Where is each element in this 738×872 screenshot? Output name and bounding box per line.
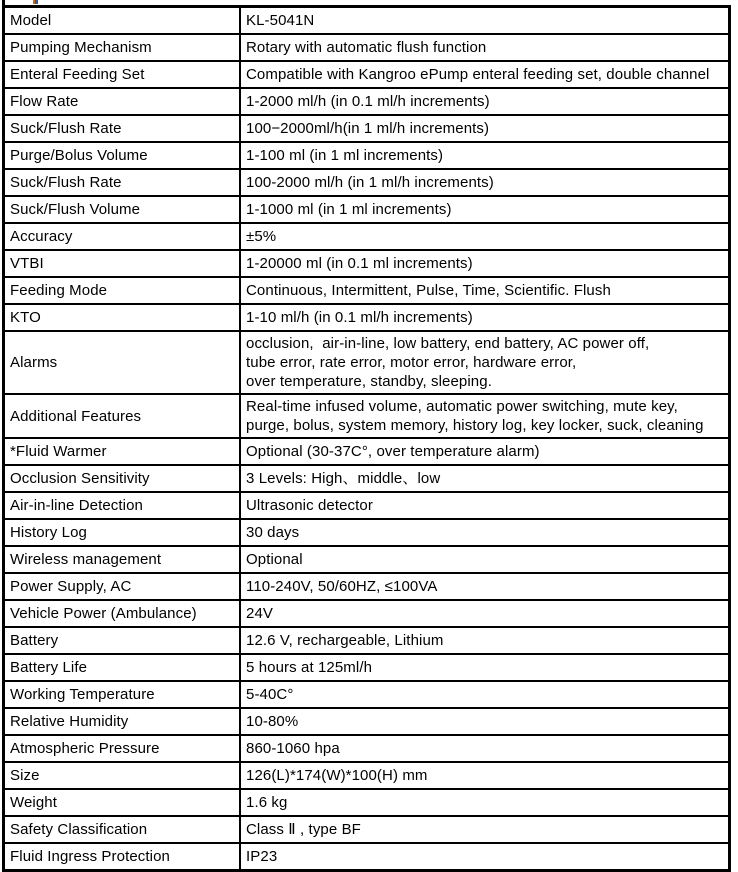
spec-property-cell: Relative Humidity [4, 708, 241, 735]
spec-value-cell: 1.6 kg [240, 789, 730, 816]
spec-value-cell: IP23 [240, 843, 730, 871]
spec-value-cell: Optional (30-37C°, over temperature alarm) [240, 438, 730, 465]
spec-property-cell: Working Temperature [4, 681, 241, 708]
spec-row [4, 843, 730, 871]
spec-value-cell: 110-240V, 50/60HZ, ≤100VA [240, 573, 730, 600]
spec-value-line: occlusion, air-in-line, low battery, end battery, AC power off, [246, 335, 650, 352]
spec-value-cell: 126(L)*174(W)*100(H) mm [240, 762, 730, 789]
spec-property-cell: Flow Rate [4, 88, 241, 115]
spec-value-cell: 860-1060 hpa [240, 735, 730, 762]
spec-row [4, 61, 730, 88]
spec-value-cell: 1-1000 ml (in 1 ml increments) [240, 196, 730, 223]
spec-value-cell: 10-80% [240, 708, 730, 735]
spec-property-cell: Power Supply, AC [4, 573, 241, 600]
spec-property-cell: Battery [4, 627, 241, 654]
spec-row [4, 7, 730, 35]
spec-property-cell: Purge/Bolus Volume [4, 142, 241, 169]
spec-row [4, 762, 730, 789]
spec-value-cell: 100-2000 ml/h (in 1 ml/h increments) [240, 169, 730, 196]
spec-property-cell: Air-in-line Detection [4, 492, 241, 519]
spec-row [4, 681, 730, 708]
spec-property-cell: History Log [4, 519, 241, 546]
spec-property-cell: Safety Classification [4, 816, 241, 843]
spec-value-cell: 12.6 V, rechargeable, Lithium [240, 627, 730, 654]
spec-row [4, 573, 730, 600]
spec-property-cell: Accuracy [4, 223, 241, 250]
spec-property-cell: Suck/Flush Rate [4, 115, 241, 142]
spec-value-cell: Rotary with automatic flush function [240, 34, 730, 61]
spec-property-cell: Vehicle Power (Ambulance) [4, 600, 241, 627]
spec-property-cell: *Fluid Warmer [4, 438, 241, 465]
spec-property-cell: Fluid Ingress Protection [4, 843, 241, 871]
spec-row [4, 600, 730, 627]
spec-row [4, 34, 730, 61]
spec-row [4, 816, 730, 843]
spec-value-cell: Continuous, Intermittent, Pulse, Time, Scientific. Flush [240, 277, 730, 304]
spec-row [4, 277, 730, 304]
spec-property-cell: Atmospheric Pressure [4, 735, 241, 762]
spec-row [4, 88, 730, 115]
spec-row [4, 438, 730, 465]
spec-row [4, 789, 730, 816]
spec-value-cell: Compatible with Kangroo ePump enteral feeding set, double channel [240, 61, 730, 88]
spec-property-cell: VTBI [4, 250, 241, 277]
spec-value-cell: KL-5041N [240, 7, 730, 35]
spec-row [4, 519, 730, 546]
spec-row [4, 115, 730, 142]
spec-value-cell: 3 Levels: High、middle、low [240, 465, 730, 492]
spec-property-cell: Battery Life [4, 654, 241, 681]
spec-property-cell: KTO [4, 304, 241, 331]
spec-value-cell: Class Ⅱ , type BF [240, 816, 730, 843]
spec-row [4, 223, 730, 250]
spec-property-cell: Alarms [4, 331, 241, 394]
spec-property-cell: Model [4, 7, 241, 35]
spec-property-cell: Additional Features [4, 394, 241, 438]
spec-property-cell: Pumping Mechanism [4, 34, 241, 61]
spec-value-cell: 1-10 ml/h (in 0.1 ml/h increments) [240, 304, 730, 331]
spec-row [4, 492, 730, 519]
spec-value-cell: 30 days [240, 519, 730, 546]
heading-remnant-blue [35, 0, 38, 4]
spec-row [4, 654, 730, 681]
spec-value-cell: 1-100 ml (in 1 ml increments) [240, 142, 730, 169]
spec-row [4, 735, 730, 762]
spec-value-cell: 5 hours at 125ml/h [240, 654, 730, 681]
spec-value-line: purge, bolus, system memory, history log, key locker, suck, cleaning [246, 417, 704, 434]
specification-table [2, 5, 731, 872]
spec-row [4, 708, 730, 735]
spec-row [4, 627, 730, 654]
spec-value-cell [240, 394, 730, 438]
spec-value-cell: ±5% [240, 223, 730, 250]
spec-row [4, 142, 730, 169]
spec-value-cell: Optional [240, 546, 730, 573]
spec-value-cell: 1-2000 ml/h (in 0.1 ml/h increments) [240, 88, 730, 115]
spec-value-cell: 100−2000ml/h(in 1 ml/h increments) [240, 115, 730, 142]
spec-row [4, 331, 730, 394]
spec-property-cell: Occlusion Sensitivity [4, 465, 241, 492]
cropped-heading-remnant [33, 0, 38, 4]
spec-value-cell: 1-20000 ml (in 0.1 ml increments) [240, 250, 730, 277]
spec-value-cell: Ultrasonic detector [240, 492, 730, 519]
spec-row [4, 196, 730, 223]
spec-property-cell: Suck/Flush Volume [4, 196, 241, 223]
spec-row [4, 169, 730, 196]
spec-value-line: Real-time infused volume, automatic power switching, mute key, [246, 398, 678, 415]
spec-value-line: tube error, rate error, motor error, hardware error, [246, 354, 577, 371]
spec-property-cell: Wireless management [4, 546, 241, 573]
spec-property-cell: Size [4, 762, 241, 789]
spec-property-cell: Suck/Flush Rate [4, 169, 241, 196]
spec-row [4, 304, 730, 331]
spec-row [4, 394, 730, 438]
spec-property-cell: Enteral Feeding Set [4, 61, 241, 88]
spec-value-line: over temperature, standby, sleeping. [246, 373, 492, 390]
spec-property-cell: Weight [4, 789, 241, 816]
spec-property-cell: Feeding Mode [4, 277, 241, 304]
spec-value-cell [240, 331, 730, 394]
spec-table-body [4, 7, 730, 871]
spec-row [4, 465, 730, 492]
spec-row [4, 546, 730, 573]
spec-value-cell: 24V [240, 600, 730, 627]
spec-value-cell: 5-40C° [240, 681, 730, 708]
spec-row [4, 250, 730, 277]
